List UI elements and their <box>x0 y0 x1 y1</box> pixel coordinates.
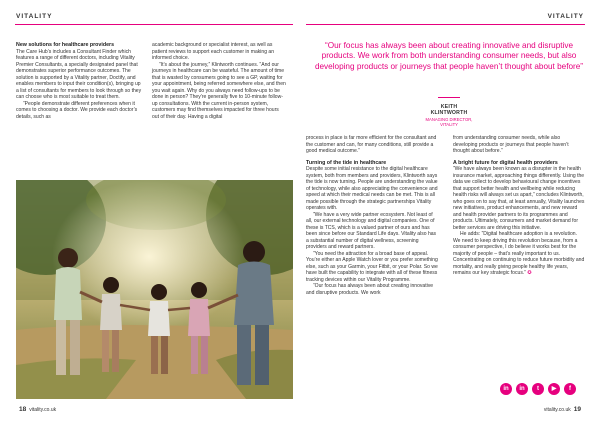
twitter-icon[interactable]: t <box>532 383 544 395</box>
running-header-left: VITALITY <box>16 13 53 20</box>
social-icons <box>500 383 576 395</box>
attribution-role-line: VITALITY <box>440 122 458 127</box>
linkedin-icon[interactable]: in <box>516 383 528 395</box>
end-mark-icon: ✪ <box>527 270 532 277</box>
paragraph: The Care Hub’s includes a Consultant Finder which features a range of different doctors, including Vitality Premier Consultants, a specially designated panel that demonstrates superior performance outcomes. The solution is supported by a Vitality partner, Doctify, and enables members to input their condition(s), bringing up a list of consultants for members to look through so they can choose who is most suitable to treat them. <box>16 48 142 101</box>
attribution-role-line: MANAGING DIRECTOR, <box>425 117 473 122</box>
pull-quote-attribution <box>425 104 473 127</box>
paragraph: “Our focus has always been about creating innovative and disruptive products. We work <box>306 283 434 296</box>
footer-left <box>16 406 56 413</box>
paragraph: Despite some initial resistance to the digital healthcare system, both from members and providers, Klintworth says the tide is now turning. People are understanding the value of technology, while also appreciating the convenience and speed at which their medical needs can be met. This is all made possible through the strategic partnerships Vitality operates with. <box>306 166 438 212</box>
paragraph-text: He adds: “Digital healthcare adoption is a revolution. We need to keep driving this revolution because, from a consumer perspective, I do believe it works best for the majority of people – that’s really important to us. Concentrating on continuing to reduce future morbidity and mortality, and really giving people healthy life years, remains our key strategic focus.” <box>453 231 585 277</box>
paragraph: “We have a very wide partner ecosystem. Not least of all, our external technology and digital companies. One of these is TCS, which is a valued partner of ours and has been since before our Standard Life days. Vitality also has a substantial number of digital wellness, screening providers and reward partners. <box>306 211 437 251</box>
header-rule-right <box>306 24 585 25</box>
paragraph: “We have always been known as a disrupter in the health insurance market, approaching things differently. Using the data we collect to develop behavioural change incentives that support better health and wellbeing while reducing health risks will always set us apart,” concludes Klintworth, who goes on to say that, at least annually, Vitality launches new initiatives, product enhancements, and new reward and health provider partners to its programmes and products. Ultimately, consumers and market demand for better services are driving this initiative. <box>453 166 585 231</box>
family-walking-photo <box>16 180 293 399</box>
paragraph: process in place is far more efficient for the consultant and the customer and can, for many conditions, still provide a good medical outcome.” <box>306 135 437 154</box>
header-rule-left <box>15 24 293 25</box>
instagram-icon[interactable]: in <box>500 383 512 395</box>
section-heading: New solutions for healthcare providers <box>16 42 115 48</box>
paragraph <box>453 231 585 277</box>
section-heading: Turning of the tide in healthcare <box>306 159 387 166</box>
pull-quote: “Our focus has always been about creating innovative and disruptive products. We work from both understanding consumer needs, but also developing products or journeys that people haven’t thought about before” <box>314 41 584 71</box>
paragraph: “People demonstrate different preferences when it comes to choosing a doctor. We provide each doctor’s details, such as <box>16 100 138 120</box>
page-number: 19 <box>573 406 581 413</box>
footer-site: vitality.co.uk <box>29 407 57 413</box>
paragraph: from understanding consumer needs, while also developing products or journeys that people haven’t thought about before.” <box>453 135 569 154</box>
paragraph: “You need the attraction for a broad base of appeal. You’re either an Apple Watch lover or you prefer something else, such as your Garmin, your Fitbit, or your Polar. So we have built the capability to integrate with all of these fitness tracking devices within our Vitality Programme. <box>306 250 438 283</box>
text-column-3 <box>306 135 438 296</box>
attribution-name: KEITH KLINTWORTH <box>430 104 468 116</box>
page-number: 18 <box>19 406 27 413</box>
footer-site: vitality.co.uk <box>543 407 571 413</box>
running-header-right: VITALITY <box>547 13 584 20</box>
text-column-4 <box>453 135 585 277</box>
facebook-icon[interactable]: f <box>564 383 576 395</box>
paragraph: academic background or specialist interest, as well as patient reviews to support each customer in making an informed choice. <box>152 42 275 61</box>
pull-quote-divider <box>438 97 460 98</box>
text-column-1 <box>16 42 144 120</box>
section-heading: A bright future for digital health providers <box>453 159 558 166</box>
attribution-role <box>425 117 473 127</box>
footer-right <box>544 406 584 413</box>
youtube-icon[interactable]: ▶ <box>548 383 560 395</box>
text-column-2 <box>152 42 287 120</box>
photo-illustration <box>16 180 293 399</box>
paragraph: “It’s about the journey,” Klintworth continues. “And our journeys in healthcare can be wasteful. The amount of time that is wasted by consumers going to see a GP, waiting for your appointment, being referred somewhere else, and then you wait again. Why do you always need follow-ups to be done in person? They’re generally five to 10-minute follow-up consultations. With the current in-person system, customers may find themselves impacted for three hours out of their day. Having a digital <box>152 61 286 120</box>
